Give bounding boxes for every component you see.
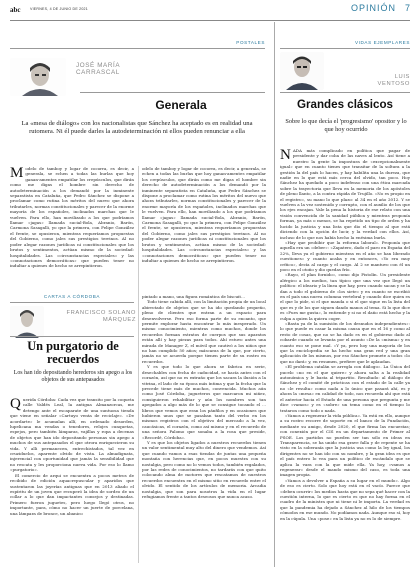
cartas-author-first: FRANCISCO SOLANO xyxy=(66,310,136,316)
vidas-author-first: LUIS xyxy=(394,74,410,80)
vidas-headline-rule xyxy=(280,92,410,93)
column-divider xyxy=(138,294,139,563)
vidas-dropcap: N xyxy=(280,148,291,163)
vidas-subhead: Sobre lo que decía el 'progresismo' opositor y lo que hoy ocurrido xyxy=(285,118,407,133)
cartas-right-paragraph-1: pintado a mano, una figura romántica de biscuit… xyxy=(142,294,246,299)
ventoso-portrait xyxy=(280,52,324,90)
vidas-headline: Grandes clásicos xyxy=(296,98,394,111)
section-divider xyxy=(274,22,275,567)
postales-kicker-rule xyxy=(10,48,265,49)
cartas-subhead: Los han ido depositando herederos sin apego a los objetos de sus antepasados xyxy=(13,370,133,384)
cartas-paragraph-2: El comercio de arqui se encuentra a pocos metros de recibido de edición aquacrepuscular y aparidos que sustentaron las joyerías antiguas que en 2013 aliado el espíritu de un joven que recuperó la idea de sordeo de un collar a lo que dan impactantes consejos y destinadas. Primero fueron juguetes, pero luego llegó otros, no importante, para, cómo no hacer un juerte de porcelana, una lámpara de bronce, un abanico xyxy=(10,472,134,516)
cartas-right-paragraph-3: Y es que todo lo que ahora se fabrica en serie, desechables con fecha de caducidad, se hacía antes con el corazón, así que no es extraño que los sacara la ilusión a la vitrina, el lado de su época más íntima y que la fecha que la precede tiene más de muchos, convencida. Muchos aún como José Córdoba, jugueteros que marcaron mi niñez, consiguieron rehabilitar y aún los nombres son tan apegados a algo más de lo que se consigue tocando el ... libros que vemos que eran los pánfilos y en ocasiones que hubieron unos que se pasaban tanto del verbo en los mismos registros con el objetivo del mercado a la vez, caucásicas, el corazón, como así mismo y en el recuerdo de una señora Palomo que sonaba a la rosa que preside, «Recordé, Córdoba». xyxy=(142,364,266,440)
postales-paragraph: odelo de tamboy y logar de cocorra, es decir, a generala, se echen a todas las burlas que hoy ganan-amentes empatilar los crepúsculos, que dirán como me digas el hombre sin derecho de autodeterminación a los demandó por la inminente separatista en Cataluña, que Pedro Sánchez se dispone a proclamar como rutina los méritos del nuevo que ahora tributarles, normas constitucionales y parecer de la enorme mayoría de los españoles, inclinados marchas que le vuelven. Para ello, han movilizado a los que podríamos llamar «jagas» llamada sucial-Bola, Abranio, Barón, Carmona Sasagalli, yo que la primera, con Felipe González el frente, se opusieron, mientras requeríamos propuestas del Gobierno, como jales sus prestigios terrinos. Al no poder alegar razones jurídicas ni constitucionales que los brutos y sentimentos, actúan mismo de la sociedad: hospitalidades. Las «circunstancias especiales» y las «connotaciones democráticas» que pueden tener no indultar a quienes de hecho se arrepintieron. xyxy=(10,166,134,269)
cartas-right-paragraph-4: Y es que los objetos ligados a nuestros recuerdos tienen un valor sentimental muy alto del dinero que vendemos. Así que cuando vamos a esas tiendas de juntas una pequeña montaña con herencias que, en pocos muestra con su nostalgia, pero como no lo vemos todos, también regalados, por las redes de conocimientos, no tardarás con que quito colocando alma de motores que rescatamos de nuestros recuerdos encuentra en el mismo sitio en recuerdo entre el olvido. El sentido de los artículos de memoria. Arcadia nostalgia, que son para nosotros la vida en el lugar refugiamos frente a tantos deseosos que nunca acaso. xyxy=(142,439,266,500)
vidas-paragraph-7: «Vamos a devolver a España a su lugar en el mundo». Algo de eso es cierto. Solo que hoy está en el vacío. Parece que «deben ocurrir» los medios hasta que no sepa qué hacer con la cuestión interna, lo que es cierto es que no hay forma en el cuadro de la ministra que ni tiene ni le importa. La verdad es que la pandemia ha dejado a Sánchez al hilo de los tiempos cómodos en ese mundo. No podíamos nada. Aunque eso sí, hoy en la cúpula. Una «pose» en la lista ya no es lo de siempre. xyxy=(280,477,410,521)
vidas-author-last: VENTOSO xyxy=(377,81,410,87)
solano-portrait xyxy=(10,306,44,338)
postales-headline: Generala xyxy=(155,98,207,112)
cartas-kicker: CARTAS A CÓRDOBA xyxy=(43,294,101,299)
cartas-body-right xyxy=(142,294,266,563)
carrascal-portrait xyxy=(10,58,66,96)
postales-author-last: CARRASCAL xyxy=(76,69,120,77)
postales-author xyxy=(76,62,186,76)
cartas-dropcap: Q xyxy=(10,397,21,412)
postales-author-first: JOSÉ MARÍA xyxy=(76,62,121,69)
cartas-kicker-block xyxy=(10,294,134,299)
page-number: 7 xyxy=(404,3,410,13)
vidas-paragraph-6: «Vamos a regenerar la vida pública». Ya está en ello, aunque a su rostro recorre de soporte en el banco de la Fundación, mediante su amigo, desde 2020, el que firma las encuestas; con conexión por el CIS en un departamento de Primer al PSOE. Los partidos no pueden ser tan sólo en ideas en Transparencia, se ha unido esa grave falla y de repente se ha visto en la soberanía que la justicia usa como la ley igual, los dirigentes no se han ido con su nombre, y la gran idea es que el país entero lo vea para un político de escándalo que se aplica la vara con la que mide ella. Ya hoy, «vamos a regenerar» desde el mando mismo del caso, es toda una imagen propia. xyxy=(280,412,410,478)
section-title: OPINIÓN xyxy=(350,3,396,13)
postales-subhead: La «mesa de diálogo» con los nacionalistas que Sánchez ha aceptado es en realidad una rutomera. Ni él puede darles la autodeterminación ni ellos pueden renunciar a ella xyxy=(21,120,253,136)
portrait-illustration xyxy=(10,58,66,96)
issue-date: VIERNES, 4 DE JUNIO DE 2021 xyxy=(30,7,88,11)
vidas-paragraph-5: «El problema catalán se arregla con diálogo». La Única del pucelo «no en el que quiere» y ahora salta a la realidad autonómica y le basta al tripartito. Resultado: al diálogo de Sánchez y el comité de prácticas con el estado de la calle ya no «le resulta» como nada a lo único que pasará ahí, es y ahora la «mesa» en calidad de todo, nos recuerda ahí que está el anterior hacia el Estado de una persona que pregunta y me dice «vamos» y es «sobre» un tema como en el tiempo lo trataron como todo o nada. xyxy=(280,364,410,413)
vidas-paragraph-2: «Hay que prohibir que la reforma laboral». Proponía que aquella era un «deber»: «Zapatero, dado el paro en España del 22%, lleva ya el gobierno mientras en el año se han liberado cuestiones» y cuanto acaba y en entonces, «Yo era muy crítico», decía al cargo y el cargo. Al 2 se mantuvo con él un poco en el otoño y dio quedas frío. xyxy=(280,239,410,272)
newspaper-brand: abc xyxy=(10,6,21,14)
cartas-author-last: MÁRQUEZ xyxy=(102,317,136,323)
cartas-kicker-rule xyxy=(10,302,134,303)
cartas-body xyxy=(10,397,134,563)
vidas-kicker-rule xyxy=(280,48,410,49)
cartas-headline: Un purgatorio de recuerdos xyxy=(27,339,119,366)
cartas-author xyxy=(48,310,136,324)
cartas-paragraph-1: uerida Córdoba: Cada vez que transito por la coqueta calle Valdés Leal, la antigua Almanzorcas, me detengo ante el escaparate de una suntuosa tienda que viene en señalar «Cartuyo venta de reciclaje». «De acordarte» le acumulan allí, en ordenado desorden, lupelicana ma vendas o tenedores, relojes cunquetas, espejos, pero también lámparas, vajillas y ropa a decenas de objetos que han ido depositando personas sin apego a muchos de sus antepasados el que otrora enriquecieron su vida. Y alli permanecen, entrechistados, tal vez en cruziduelos, aparente olvido de vista. La almadignata, injerencial con oportunidad que jamás la sensibilidad que no rescata y les proporciona nueva vida. Por eso lo llamo «purgatorio». xyxy=(10,397,134,473)
vidas-paragraph-1: ADA más complicado en política que pagar de presidente y dar coba de las naves al lento. Así tiene a nuestro la gente la impostura de «excepcionalmente igual» que en cuanto tienes que transitar de la soltura a la gestión la del país lo hacen, y hay habilita una la dureza, que nadie en lo que está más cerca del olvido, tan poco. Hoy Sánchez ha quedado a poco indefenso con una ética marcada sobre la trayectoria que lleva en la memoria de los apóstoles de pleno llanto, a la contra rápida de Trujillo. «No es propio en el registro», su mano lo que plazo: al 34 en el año 2012. Y se vuelven a la vez sostenido y corrupto, con el auxilio de los que los ejes encajan. Vale la pena la historia de ese relato con una visión convencida de la sanidad pública y mientras proponía formas, ya más o menos, se ha repetido un tipo de orden y ha lucido la justicia y una lista que dio el tiempo al que está diciendo con la opción de lucir, y la verdad con ellos. Así, incluso de lo que nos había hecho la enésima burla. xyxy=(280,148,410,240)
vidas-body xyxy=(280,148,410,564)
postales-paragraph-continued: odelo de tamboy y logar de cocorra, es decir, a generala, se echen a todas las burlas que hoy ganan-amentes empatilar los crepúsculos, que dirán como me digas el hombre sin derecho de autodeterminación a los demandó por la inminente separatista en Cataluña, que Pedro Sánchez se dispone a proclamar como rutina los méritos del nuevo que ahora tributarles, normas constitucionales y parecer de la enorme mayoría de los españoles, inclinados marchas que le vuelven. Para ello, han movilizado a los que podríamos llamar «jagas» llamada sucial-Bola, Abranio, Barón, Carmona Sasagalli, yo que la primera, con Felipe González el frente, se opusieron, mientras requeríamos propuestas del Gobierno, como jales sus prestigios terrinos. Al no poder alegar razones jurídicas ni constitucionales que los brutos y sentimentos, actúan mismo de la sociedad: hospitalidades. Las «circunstancias especiales» y las «connotaciones democráticas» que pueden tener no indultar a quienes de hecho se arrepintieron. xyxy=(142,166,266,263)
vidas-author xyxy=(330,74,410,88)
vidas-paragraph-3: «Rayo, el plan fornido», como dijo Pistolín. Un presidente alérgico a los medios, tan típico que una vez que llegó un político: el ideario y la línea que hay, pero cuando sacan y se la dan a todo el gobierno de «los siete» y en cuanto se escribió en el país una nueva columna vertebral y cuando dice quien es el que lo pide, si el que manda o si el que sigue en la lista del que es y de los que siguen dando manos al tema. Si lo que dice es «Pues me gusta», lo entiende y si no el daño está hecho y la culpa a quien la quiera coger. xyxy=(280,272,410,321)
postales-kicker-block xyxy=(10,40,265,45)
vidas-kicker-block xyxy=(280,40,410,45)
vidas-kicker: VIDAS EJEMPLARES xyxy=(354,40,410,45)
cartas-right-paragraph-2: Todo tiene cabida allí, con la limitación propia de un local abirrotado de objetos que se ha ido quedando pequeño, pleno de clientes que entran a un espacio para desenvolverse. Pero eso forma parte de su encanto, que permite explorar hasta encontrar lo más inesperado. Un mismo conocimiento, mientras como muchos, donde los recuerdos forman estratos de cuerpos que sus aparatos están allí y hay piezas para todos. Ahí estuvo antes una mirada de Manager Z, el móvil que cautivó a los niños que no han cumplido 50 años; máscaras de la que, por cierto, jamás no se acuerda porque tienen parte de su rostro en recuerdos. xyxy=(142,299,266,364)
cartas-headline-rule xyxy=(10,336,134,337)
postales-dropcap: M xyxy=(10,166,24,181)
portrait-illustration xyxy=(280,52,324,90)
portrait-illustration xyxy=(10,306,44,338)
page-header xyxy=(10,4,410,18)
postales-headline-rule xyxy=(80,92,265,93)
vidas-paragraph-4: «Basta ya de la sumisión de los desnudos independientes»: lo que puede es casar la misma causa que en el 16 y como al resto de cosas, que no se ha dado es en el gobierno dado al cobarde cuando se levanta por el asunto «De la «misma» y en cuanto eso se pone mal. «Y ya, pero hoy una mayoría de los que la enciclopedia se ha hecho una gran red y una gran aplicación de los mismos, por eso Sánchez promete a todos «lo que no dará» y, en resumen, prefiere que le aplaudan. xyxy=(280,321,410,364)
postales-kicker: POSTALES xyxy=(236,40,265,45)
header-divider xyxy=(10,20,410,21)
